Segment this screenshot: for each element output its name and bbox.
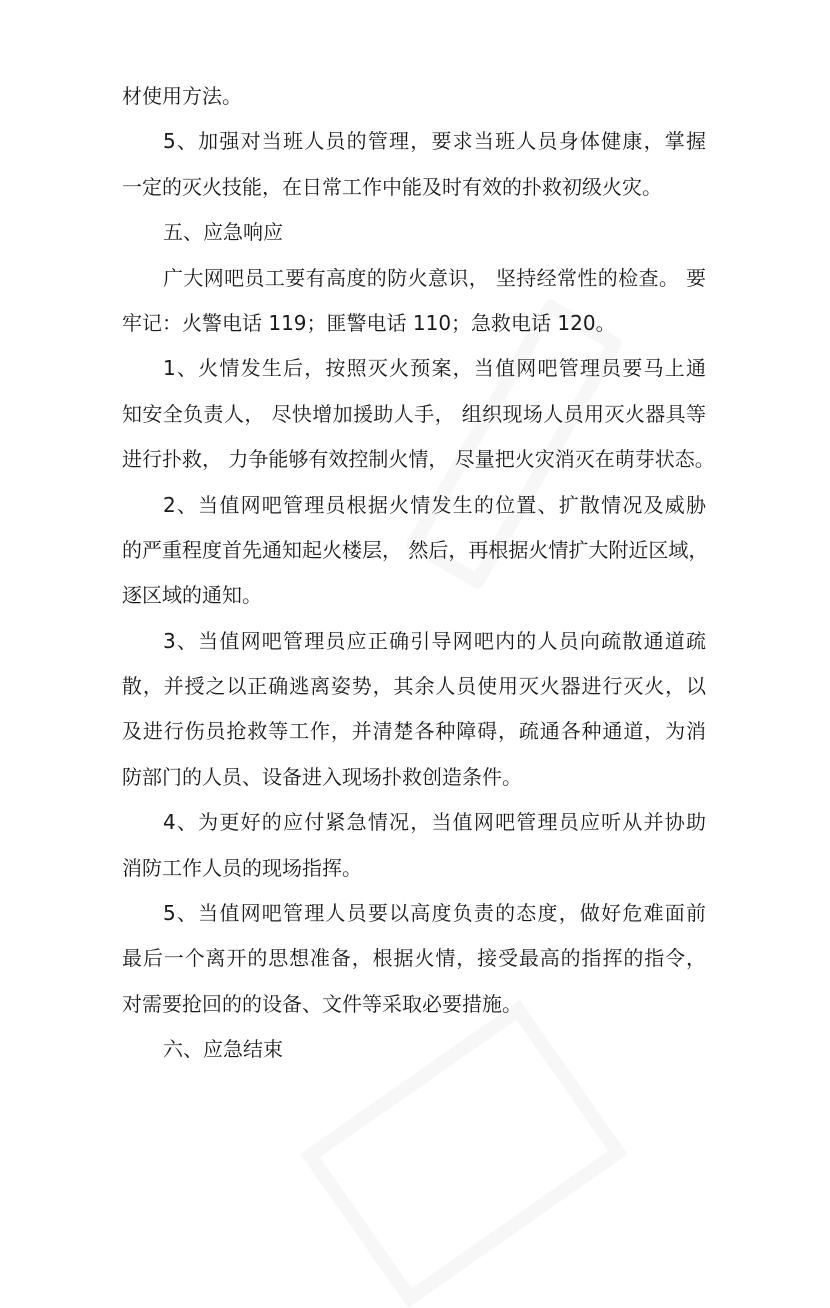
- paragraph: [122, 800, 706, 891]
- paragraph: [122, 483, 709, 619]
- text-line: 最后一个离开的思想准备，根据火情，接受最高的指挥的指令，: [122, 946, 706, 971]
- paragraph: [122, 119, 706, 210]
- text-line: 对需要抢回的的设备、文件等采取必要措施。: [122, 991, 522, 1016]
- text-line: 牢记：火警电话 119；匪警电话 110；急救电话 120。: [122, 310, 616, 335]
- paragraph: [122, 891, 706, 1027]
- paragraph: [122, 346, 715, 482]
- text-line: 逐区域的通知。: [122, 583, 262, 608]
- text-line: 1、火情发生后，按照灭火预案，当值网吧管理员要马上通: [163, 356, 706, 381]
- text-line: 及进行伤员抢救等工作，并清楚各种障碍，疏通各种通道，为消: [122, 719, 706, 744]
- paragraph: [122, 1027, 706, 1072]
- text-line: 的严重程度首先通知起火楼层， 然后，再根据火情扩大附近区域，: [122, 537, 709, 562]
- paragraph: [122, 74, 706, 119]
- paragraph: [122, 619, 706, 801]
- text-line: 防部门的人员、设备进入现场扑救创造条件。: [122, 764, 522, 789]
- text-line: 散，并授之以正确逃离姿势，其余人员使用灭火器进行灭火，以: [122, 674, 706, 699]
- paragraph: [122, 210, 706, 255]
- text-line: 广大网吧员工要有高度的防火意识， 坚持经常性的检查。 要: [163, 265, 706, 290]
- paragraph: [122, 256, 706, 347]
- text-line: 知安全负责人， 尽快增加援助人手， 组织现场人员用灭火器具等: [122, 401, 706, 426]
- text-line: 5、加强对当班人员的管理，要求当班人员身体健康，掌握: [163, 129, 706, 154]
- text-line: 5、当值网吧管理人员要以高度负责的态度，做好危难面前: [163, 901, 706, 926]
- text-line: 3、当值网吧管理员应正确引导网吧内的人员向疏散通道疏: [163, 628, 706, 653]
- text-line: 材使用方法。: [122, 84, 242, 108]
- text-line: 4、为更好的应付紧急情况，当值网吧管理员应听从并协助: [163, 810, 706, 835]
- text-line: 2、当值网吧管理员根据火情发生的位置、扩散情况及威胁: [163, 492, 706, 517]
- document-body: [122, 74, 715, 1073]
- text-line: 消防工作人员的现场指挥。: [122, 855, 362, 880]
- text-line: 五、应急响应: [163, 220, 283, 245]
- text-line: 六、应急结束: [163, 1037, 283, 1062]
- text-line: 一定的灭火技能，在日常工作中能及时有效的扑救初级火灾。: [122, 174, 662, 199]
- text-line: 进行扑救， 力争能够有效控制火情， 尽量把火灾消灭在萌芽状态。: [122, 447, 715, 472]
